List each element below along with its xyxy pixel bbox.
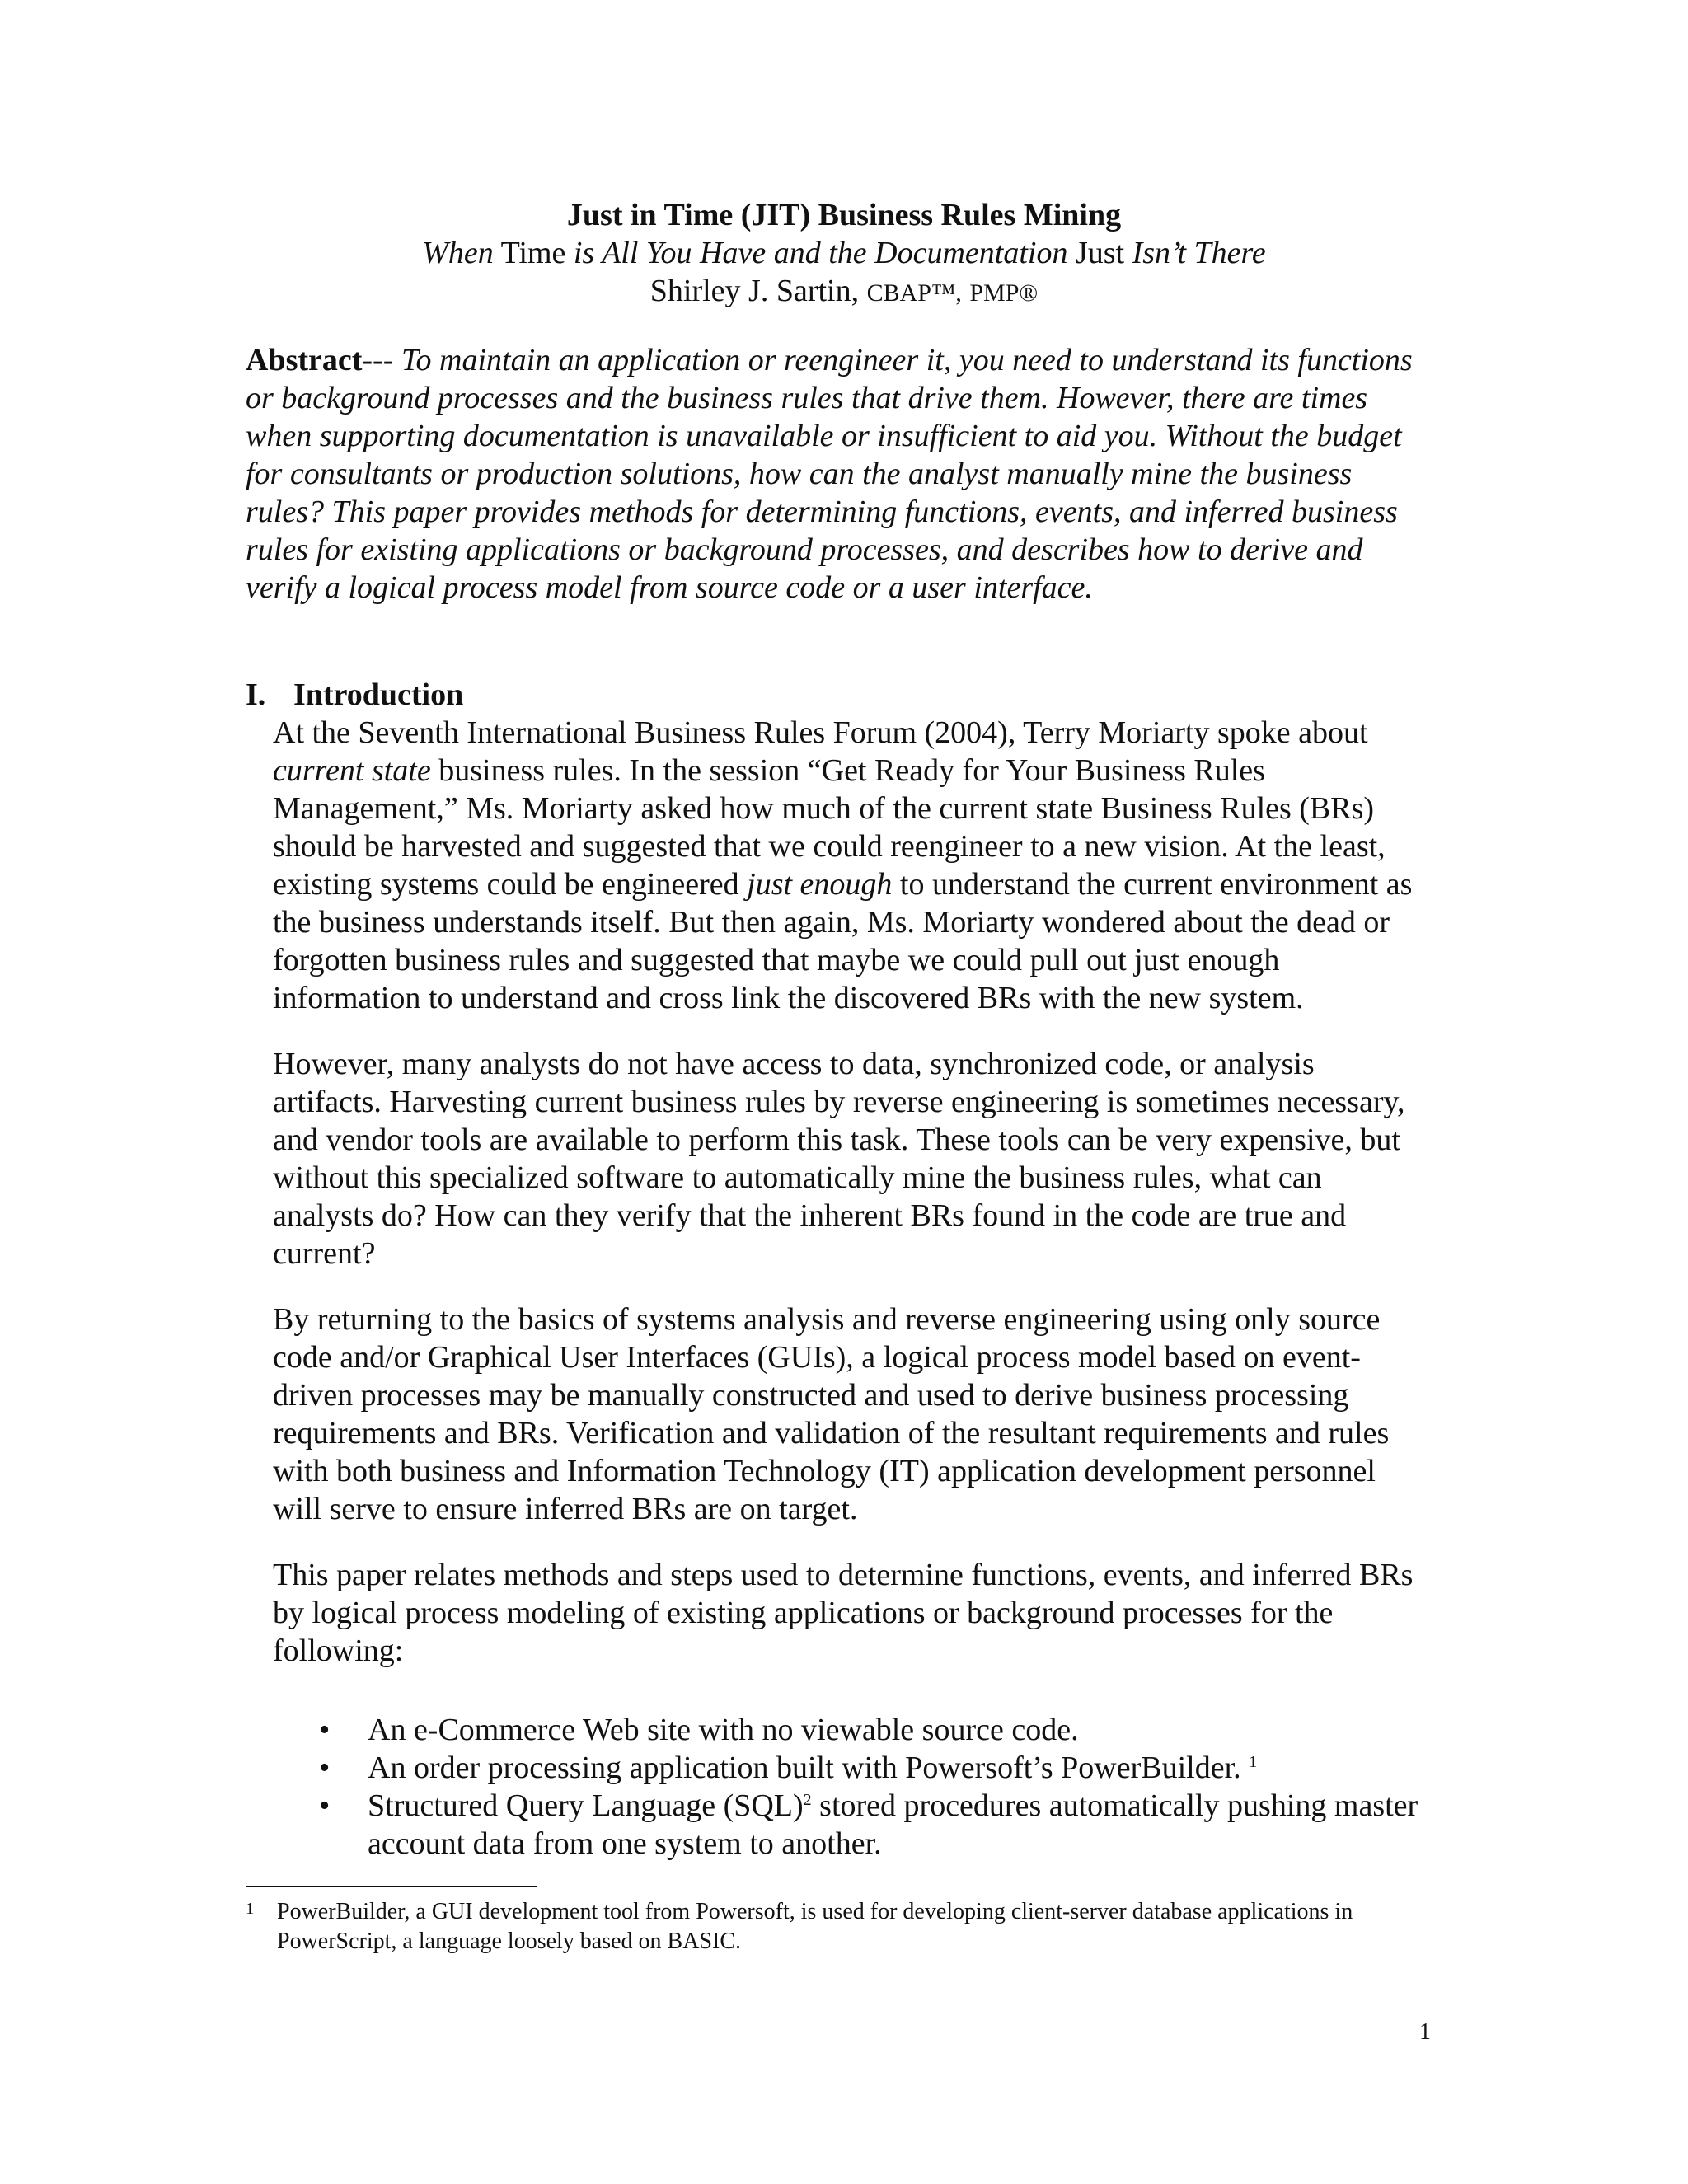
- subtitle-part: Just: [1075, 236, 1125, 270]
- paragraph-text: At the Seventh International Business Rules Forum (2004), Terry Moriarty spoke about: [273, 715, 1368, 750]
- list-item: [273, 1749, 1427, 1787]
- list-item: [273, 1711, 1427, 1749]
- footnote: [246, 1897, 1432, 1957]
- list-item-text: An order processing application built with Powersoft’s PowerBuilder.: [368, 1750, 1241, 1785]
- abstract-dashes: ---: [362, 343, 394, 377]
- paragraph: This paper relates methods and steps used to determine functions, events, and inferred BRs by logical process modeling of existing applications or background processes for the following:: [273, 1558, 1414, 1668]
- paragraph-text: to understand the current environment as the business understands itself. But then again, Ms. Moriarty wondered about the dead or forgotten business rules and suggested that maybe we could pull out just enough information to understand and cross link the discovered BRs with the new system.: [273, 867, 1413, 1015]
- author-line: [247, 272, 1441, 312]
- list-item-text: stored procedures automatically pushing master account data from one system to another.: [368, 1788, 1418, 1861]
- footnote-text: PowerBuilder, a GUI development tool from Powersoft, is used for developing client-server database applications in PowerScript, a language loosely based on BASIC.: [277, 1899, 1353, 1954]
- list-item-text: An e-Commerce Web site with no viewable source code.: [368, 1713, 1079, 1747]
- footnote-number: 1: [246, 1900, 254, 1918]
- section-number: I.: [246, 677, 266, 712]
- list-item: [273, 1787, 1427, 1863]
- paragraph-emphasis: just enough: [747, 867, 893, 902]
- section-heading: [246, 676, 463, 714]
- bullet-list: [273, 1698, 1427, 1863]
- author-name: Shirley J. Sartin,: [649, 274, 860, 308]
- paragraph: [273, 714, 1427, 1017]
- paragraph-text: business rules. In the session “Get Ready for Your Business Rules Management,” Ms. Moriarty asked how much of the current state Business Rules (BRs) should be harvested and suggested that we could reengineer to a new vision. At the least, existing systems could be engineered: [273, 753, 1386, 902]
- abstract-label: Abstract: [246, 343, 363, 377]
- paragraph-emphasis: current state: [273, 753, 431, 788]
- subtitle-part: When: [422, 236, 494, 270]
- paper-title: Just in Time (JIT) Business Rules Mining: [566, 198, 1122, 232]
- author-credential: PMP®: [969, 279, 1039, 307]
- footnote-divider: [246, 1886, 537, 1887]
- subtitle-part: is All You Have and the Documentation: [573, 236, 1068, 270]
- page-number: 1: [1419, 2019, 1431, 2045]
- paragraph: However, many analysts do not have access to data, synchronized code, or analysis artifacts. Harvesting current business rules by reverse engineering is sometimes necessary, and vendor tools are available to perform this task. These tools can be very expensive, but without this specialized software to automatically mine the business rules, what can analysts do? How can they verify that the inherent BRs found in the code are true and current?: [273, 1047, 1405, 1271]
- paragraph: By returning to the basics of systems analysis and reverse engineering using only source code and/or Graphical User Interfaces (GUIs), a logical process model based on event-driven processes may be manually constructed and used to derive business processing requirements and BRs. Verification and validation of the resultant requirements and rules with both business and Information Technology (IT) application development personnel will serve to ensure inferred BRs are on target.: [273, 1302, 1390, 1526]
- footnote-marker: 1: [1249, 1753, 1258, 1771]
- abstract-text: To maintain an application or reengineer it, you need to understand its functions or background processes and the business rules that drive them. However, there are times when supporting documentation is unavailable or insufficient to aid you. Without the budget for consultants or production solutions, how can the analyst manually mine the business rules? This paper provides methods for determining functions, events, and inferred business rules for existing applications or background processes, and describes how to derive and verify a logical process model from source code or a user interface.: [246, 343, 1413, 605]
- footnote-marker: 2: [803, 1791, 812, 1809]
- subtitle-part: Time: [500, 236, 566, 270]
- section-title: Introduction: [293, 677, 464, 712]
- paper-subtitle: [247, 234, 1441, 272]
- abstract: [246, 341, 1432, 607]
- author-credential: CBAP™,: [866, 279, 962, 307]
- subtitle-part: Isn’t There: [1132, 236, 1266, 270]
- title-block: [247, 196, 1441, 312]
- list-item-text: Structured Query Language (SQL): [368, 1788, 804, 1823]
